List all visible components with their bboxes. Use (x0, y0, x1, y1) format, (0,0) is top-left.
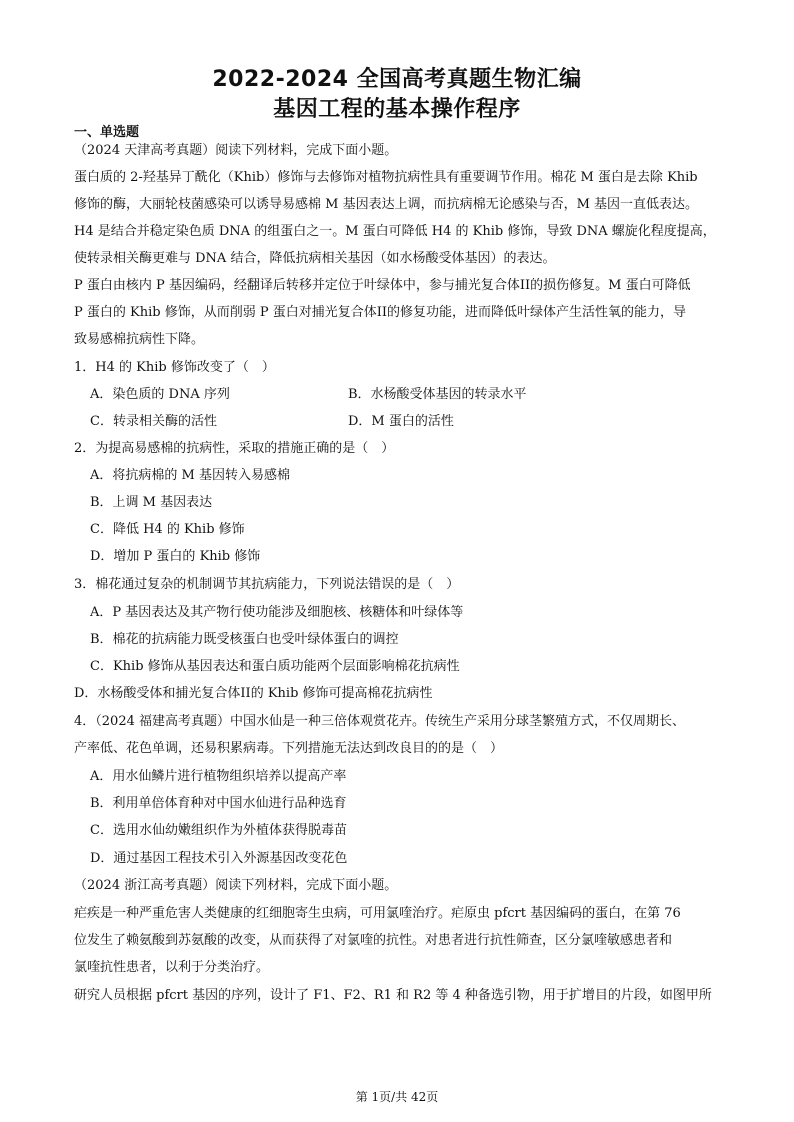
q1-option-c: C．转录相关酶的活性 (90, 414, 217, 429)
question-2-stem: 2．为提高易感棉的抗病性，采取的措施正确的是（ ） (74, 441, 395, 456)
question-1-stem: 1．H4 的 Khib 修饰改变了（ ） (74, 360, 275, 375)
material2-p2-line: 研究人员根据 pfcrt 基因的序列，设计了 F1、F2、R1 和 R2 等 4 种备选引物，用于扩增目的片段，如图甲所 (74, 988, 712, 1003)
title-line-2: 基因工程的基本操作程序 (273, 97, 521, 122)
q1-option-d: D．M 蛋白的活性 (348, 414, 454, 429)
q4-option-a: A．用水仙鳞片进行植物组织培养以提高产率 (90, 769, 347, 784)
question-4-stem-line-2: 产率低、花色单调，还易积累病毒。下列措施无法达到改良目的的是（ ） (74, 741, 504, 756)
material1-p1-line: H4 是结合并稳定染色质 DNA 的组蛋白之一。M 蛋白可降低 H4 的 Khib 修饰，导致 DNA 螺旋化程度提高， (74, 224, 716, 239)
section-heading: 一、单选题 (74, 125, 140, 140)
q3-option-c: C．Khib 修饰从基因表达和蛋白质功能两个层面影响棉花抗病性 (90, 659, 460, 674)
material2-p1-line: 疟疾是一种严重危害人类健康的红细胞寄生虫病，可用氯喹治疗。疟原虫 pfcrt 基因编码的蛋白，在第 76 (74, 906, 681, 921)
material1-p2-line: 致易感棉抗病性下降。 (74, 332, 205, 347)
q2-option-a: A．将抗病棉的 M 基因转入易感棉 (90, 468, 290, 483)
question-4-stem-line-1: 4．（2024 福建高考真题）中国水仙是一种三倍体观赏花卉。传统生产采用分球茎繁殖方式，不仅周期长、 (74, 714, 685, 729)
title-line-1: 2022-2024 全国高考真题生物汇编 (212, 67, 582, 92)
material1-p2-line: P 蛋白由核内 P 基因编码，经翻译后转移并定位于叶绿体中，参与捕光复合体II的损伤修复。M 蛋白可降低 (74, 278, 691, 293)
material1-p1-line: 使转录相关酶更难与 DNA 结合，降低抗病相关基因（如水杨酸受体基因）的表达。 (74, 251, 556, 266)
q2-option-b: B．上调 M 基因表达 (90, 495, 213, 510)
q1-option-a: A．染色质的 DNA 序列 (90, 387, 230, 402)
q4-option-d: D．通过基因工程技术引入外源基因改变花色 (90, 851, 348, 866)
q3-option-a: A．P 基因表达及其产物行使功能涉及细胞核、核糖体和叶绿体等 (90, 605, 464, 620)
q4-option-b: B．利用单倍体育种对中国水仙进行品种选育 (90, 796, 347, 811)
material1-p2-line: P 蛋白的 Khib 修饰，从而削弱 P 蛋白对捕光复合体II的修复功能，进而降低叶绿体产生活性氧的能力，导 (74, 305, 686, 320)
material1-p1-line: 修饰的酶，大丽轮枝菌感染可以诱导易感棉 M 基因表达上调，而抗病棉无论感染与否，M 基因一直低表达。 (74, 197, 699, 212)
page-footer: 第 1页/共 42页 (355, 1090, 439, 1104)
q3-option-b: B．棉花的抗病能力既受核蛋白也受叶绿体蛋白的调控 (90, 632, 399, 647)
material2-intro: （2024 浙江高考真题）阅读下列材料，完成下面小题。 (74, 878, 398, 893)
q1-option-b: B．水杨酸受体基因的转录水平 (348, 387, 527, 402)
q2-option-c: C．降低 H4 的 Khib 修饰 (90, 522, 245, 537)
material1-intro: （2024 天津高考真题）阅读下列材料，完成下面小题。 (74, 143, 398, 158)
question-3-stem: 3．棉花通过复杂的机制调节其抗病能力，下列说法错误的是（ ） (74, 577, 460, 592)
material2-p1-line: 位发生了赖氨酸到苏氨酸的改变，从而获得了对氯喹的抗性。对患者进行抗性筛查，区分氯喹敏感患者和 (74, 933, 673, 948)
material2-p1-line: 氯喹抗性患者，以利于分类治疗。 (74, 960, 270, 975)
q3-option-d: D．水杨酸受体和捕光复合体II的 Khib 修饰可提高棉花抗病性 (74, 686, 433, 701)
material1-p1-line: 蛋白质的 2-羟基异丁酰化（Khib）修饰与去修饰对植物抗病性具有重要调节作用。棉花 M 蛋白是去除 Khib (74, 170, 698, 185)
q4-option-c: C．选用水仙幼嫩组织作为外植体获得脱毒苗 (90, 823, 347, 838)
q2-option-d: D．增加 P 蛋白的 Khib 修饰 (90, 549, 261, 564)
